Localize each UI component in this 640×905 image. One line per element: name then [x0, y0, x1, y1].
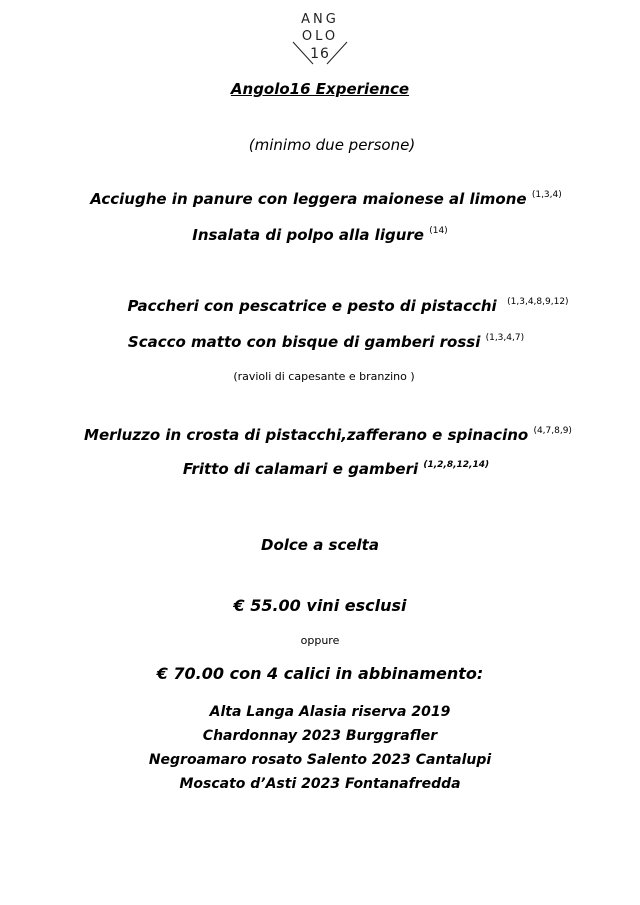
dish-name: Paccheri con pescatrice e pesto di pistacchi	[127, 297, 497, 315]
wine-item: Chardonnay 2023 Burggrafler	[202, 728, 438, 744]
ravioli-note: (ravioli di capesante e branzino )	[233, 370, 415, 383]
menu-title: Angolo16 Experience	[230, 80, 410, 98]
dish-item	[28, 297, 640, 315]
price-without-wine: € 55.00 vini esclusi	[233, 596, 407, 615]
menu-subtitle: (minimo due persone)	[248, 136, 416, 154]
dish-name: Insalata di polpo alla ligure	[192, 226, 424, 244]
dish-allergens: (14)	[429, 226, 448, 236]
dish-item	[16, 460, 640, 478]
dish-name: Merluzzo in crosta di pistacchi,zafferano e spinacino	[84, 426, 529, 444]
dessert-label: Dolce a scelta	[261, 536, 379, 554]
logo-line-1: ANG	[301, 12, 339, 27]
wine-item: Moscato d’Asti 2023 Fontanafredda	[179, 776, 461, 792]
dish-item	[6, 333, 640, 351]
logo-lines-icon	[289, 12, 351, 70]
angolo16-logo	[289, 12, 351, 70]
dish-name: Acciughe in panure con leggera maionese al limone	[90, 190, 527, 208]
or-label: oppure	[300, 634, 340, 647]
dish-name: Scacco matto con bisque di gamberi rossi	[127, 333, 481, 351]
dish-allergens: (1,3,4,8,9,12)	[507, 297, 569, 307]
wine-item: Alta Langa Alasia riserva 2019	[209, 704, 451, 720]
dish-item	[6, 190, 640, 208]
dish-allergens: (4,7,8,9)	[533, 426, 572, 436]
dish-allergens: (1,3,4)	[531, 190, 562, 200]
wine-item: Negroamaro rosato Salento 2023 Cantalupi	[148, 752, 492, 768]
logo-line-3: 16	[310, 46, 330, 62]
dish-item	[8, 426, 640, 444]
logo-line-2: OLO	[301, 29, 339, 44]
dish-allergens: (1,2,8,12,14)	[423, 460, 490, 470]
dish-allergens: (1,3,4,7)	[485, 333, 525, 343]
dish-item	[0, 226, 640, 244]
dish-name: Fritto di calamari e gamberi	[182, 460, 419, 478]
price-with-wine: € 70.00 con 4 calici in abbinamento:	[156, 664, 484, 683]
